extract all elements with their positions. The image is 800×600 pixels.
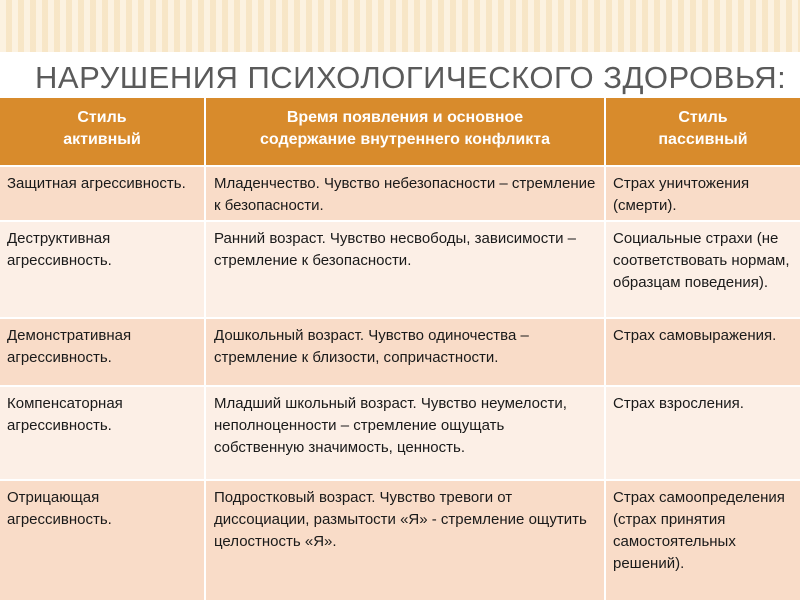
cell-passive: Страх самовыражения. bbox=[605, 318, 800, 386]
cell-conflict: Подростковый возраст. Чувство тревоги от диссоциации, размытости «Я» - стремление ощутить целостность «Я». bbox=[205, 480, 605, 600]
header-conflict: Время появления и основное содержание внутреннего конфликта bbox=[205, 98, 605, 166]
conflict-table-container bbox=[0, 98, 800, 600]
header-active-style: Стиль активный bbox=[0, 98, 205, 166]
table-row bbox=[0, 221, 800, 318]
cell-passive: Страх уничтожения (смерти). bbox=[605, 166, 800, 221]
header-passive-style: Стиль пассивный bbox=[605, 98, 800, 166]
cell-active: Деструктивная агрессивность. bbox=[0, 221, 205, 318]
cell-active: Компенсаторная агрессивность. bbox=[0, 386, 205, 480]
cell-passive: Социальные страхи (не соответствовать нормам, образцам поведения). bbox=[605, 221, 800, 318]
table-row bbox=[0, 318, 800, 386]
conflict-table bbox=[0, 98, 800, 600]
cell-active: Демонстративная агрессивность. bbox=[0, 318, 205, 386]
slide-title: НАРУШЕНИЯ ПСИХОЛОГИЧЕСКОГО ЗДОРОВЬЯ: bbox=[35, 60, 787, 95]
table-row bbox=[0, 166, 800, 221]
cell-passive: Страх самоопределения (страх принятия самостоятельных решений). bbox=[605, 480, 800, 600]
cell-conflict: Дошкольный возраст. Чувство одиночества – стремление к близости, сопричастности. bbox=[205, 318, 605, 386]
cell-conflict: Младший школьный возраст. Чувство неумелости, неполноценности – стремление ощущать собственную значимость, ценность. bbox=[205, 386, 605, 480]
cell-active: Отрицающая агрессивность. bbox=[0, 480, 205, 600]
cell-conflict: Ранний возраст. Чувство несвободы, зависимости – стремление к безопасности. bbox=[205, 221, 605, 318]
table-header-row bbox=[0, 98, 800, 166]
decorative-top-band bbox=[0, 0, 800, 52]
cell-active: Защитная агрессивность. bbox=[0, 166, 205, 221]
cell-passive: Страх взросления. bbox=[605, 386, 800, 480]
table-row bbox=[0, 386, 800, 480]
cell-conflict: Младенчество. Чувство небезопасности – стремление к безопасности. bbox=[205, 166, 605, 221]
table-row bbox=[0, 480, 800, 600]
